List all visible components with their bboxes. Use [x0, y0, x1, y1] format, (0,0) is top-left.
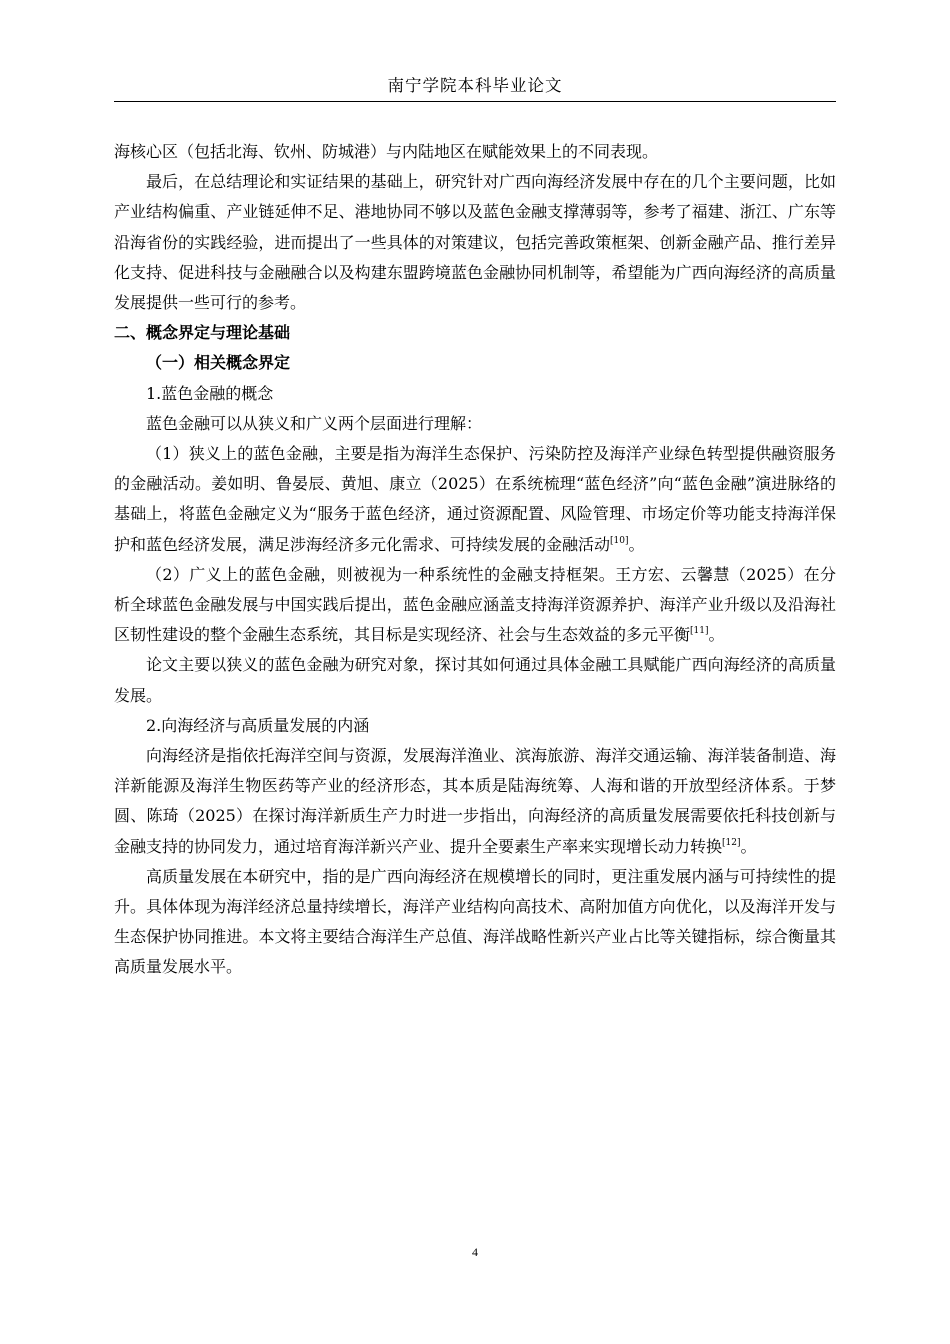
paragraph-high-quality: 高质量发展在本研究中，指的是广西向海经济在规模增长的同时，更注重发展内涵与可持续性的提升。具体体现为海洋经济总量持续增长，海洋产业结构向高技术、高附加值方向优化，以及海洋开发与生态保护协同推进。本文将主要结合海洋生产总值、海洋战略性新兴产业占比等关键指标，综合衡量其高质量发展水平。 — [114, 866, 836, 977]
paragraph-broad-definition — [114, 560, 836, 651]
paragraph-text: 向海经济是指依托海洋空间与资源，发展海洋渔业、滨海旅游、海洋交通运输、海洋装备制造、海洋新能源及海洋生物医药等产业的经济形态，其本质是陆海统筹、人海和谐的开放型经济体系。于梦圆、陈琦（2025）在探讨海洋新质生产力时进一步指出，向海经济的高质量发展需要依托科技创新与金融支持的协同发力，通过培育海洋新兴产业、提升全要素生产率来实现增长动力转换 — [114, 746, 836, 856]
paragraph-sea-economy — [114, 741, 836, 862]
citation-ref: [10] — [610, 535, 629, 546]
paragraph-conclusion: 最后，在总结理论和实证结果的基础上，研究针对广西向海经济发展中存在的几个主要问题，比如产业结构偏重、产业链延伸不足、港地协同不够以及蓝色金融支撑薄弱等，参考了福建、浙江、广东等沿海省份的实践经验，进而提出了一些具体的对策建议，包括完善政策框架、创新金融产品、推行差异化支持、促进科技与金融融合以及构建东盟跨境蓝色金融协同机制等，希望能为广西向海经济的高质量发展提供一些可行的参考。 — [114, 172, 836, 313]
subheading-blue-finance: 1.蓝色金融的概念 — [146, 383, 274, 403]
page-number: 4 — [472, 1245, 478, 1259]
page-header-title: 南宁学院本科毕业论文 — [387, 76, 563, 95]
paragraph-end: 。 — [628, 534, 645, 554]
citation-ref: [11] — [690, 626, 709, 637]
paragraph-end: 。 — [708, 625, 725, 645]
paragraph-end: 。 — [740, 836, 757, 856]
paragraph-continuation: 海核心区（包括北海、钦州、防城港）与内陆地区在赋能效果上的不同表现。 — [114, 142, 659, 161]
citation-ref: [12] — [722, 837, 741, 848]
paragraph-text: （2）广义上的蓝色金融，则被视为一种系统性的金融支持框架。王方宏、云馨慧（2025）在分析全球蓝色金融发展与中国实践后提出，蓝色金融应涵盖支持海洋资源养护、海洋产业升级以及沿海社区韧性建设的整个金融生态系统，其目标是实现经济、社会与生态效益的多元平衡 — [114, 564, 836, 645]
paragraph-intro: 蓝色金融可以从狭义和广义两个层面进行理解： — [146, 413, 483, 433]
paragraph-scope: 论文主要以狭义的蓝色金融为研究对象，探讨其如何通过具体金融工具赋能广西向海经济的高质量发展。 — [114, 655, 836, 705]
section-heading: 二、概念界定与理论基础 — [114, 323, 291, 343]
subsection-heading: （一）相关概念界定 — [146, 353, 291, 373]
header-divider — [114, 101, 836, 102]
paragraph-text: （1）狭义上的蓝色金融，主要是指为海洋生态保护、污染防控及海洋产业绿色转型提供融资服务的金融活动。姜如明、鲁晏辰、黄旭、康立（2025）在系统梳理“蓝色经济”向“蓝色金融”演进脉络的基础上，将蓝色金融定义为“服务于蓝色经济，通过资源配置、风险管理、市场定价等功能支持海洋保护和蓝色经济发展，满足涉海经济多元化需求、可持续发展的金融活动 — [114, 444, 836, 554]
paragraph-narrow-definition — [114, 439, 836, 560]
subheading-sea-economy: 2.向海经济与高质量发展的内涵 — [146, 715, 370, 735]
body-text — [114, 137, 836, 983]
